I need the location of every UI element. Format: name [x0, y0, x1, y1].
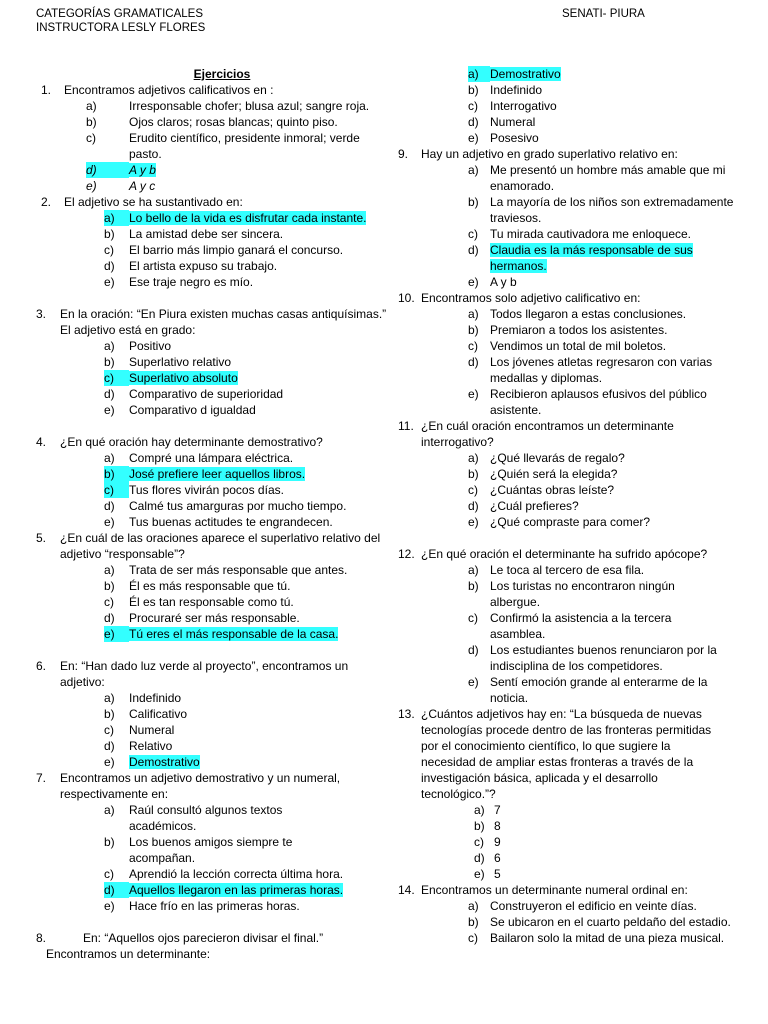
question-text: Encontramos adjetivos calificativos en : [64, 83, 274, 97]
option-a-answer: a) Lo bello de la vida es disfrutar cada instante. [104, 211, 367, 225]
option-e: e) Tus buenas actitudes te engrandecen. [104, 515, 333, 529]
question-number: 13. [398, 707, 415, 721]
left-column [36, 66, 388, 962]
option-b: b) La mayoría de los niños son extremadamente traviesos. [468, 195, 734, 225]
question-text: ¿En cuál de las oraciones aparece el superlativo relativo del adjetivo “responsable”? [60, 531, 381, 561]
option-b-answer: b) José prefiere leer aquellos libros. [104, 467, 306, 481]
question-6 [36, 658, 388, 770]
option-e: e) 5 [474, 867, 501, 881]
question-number: 11. [398, 419, 414, 433]
option-c: c) Él es tan responsable como tú. [104, 595, 294, 609]
header-subject: CATEGORÍAS GRAMATICALES [36, 8, 203, 20]
option-a: a) Indefinido [104, 691, 182, 705]
option-a: a) 7 [474, 803, 501, 817]
question-9 [398, 146, 736, 290]
option-d-answer: d) A y b [86, 163, 156, 177]
question-number: 10. [398, 291, 415, 305]
option-c: c) Tus flores vivirán pocos días. [104, 483, 284, 497]
option-c: c) Tu mirada cautivadora me enloquece. [468, 227, 691, 241]
option-d: d) Los jóvenes atletas regresaron con varias medallas y diplomas. [468, 355, 713, 385]
option-c: c) Bailaron solo la mitad de una pieza musical. [468, 931, 725, 945]
question-text-continued: Encontramos un determinante: [46, 947, 211, 961]
option-a: a) Positivo [104, 339, 172, 353]
question-text: En: “Aquellos ojos parecieron divisar el final.” [83, 931, 324, 945]
question-7 [36, 770, 388, 914]
question-text: ¿En qué oración el determinante ha sufrido apócope? [421, 547, 708, 561]
option-b: b) Indefinido [468, 83, 543, 97]
option-e-answer: e) Demostrativo [104, 755, 200, 769]
question-number: 4. [36, 435, 47, 449]
option-a: a) Todos llegaron a estas conclusiones. [468, 307, 687, 321]
question-5 [36, 530, 388, 642]
question-number: 8. [36, 931, 47, 945]
option-c: c) Numeral [104, 723, 175, 737]
question-text: Hay un adjetivo en grado superlativo relativo en: [421, 147, 678, 161]
option-a: a) Irresponsable chofer; blusa azul; sangre roja. [86, 99, 370, 113]
option-e: e) Comparativo d igualdad [104, 403, 256, 417]
option-b: b) Los buenos amigos siempre te acompañan. [104, 835, 293, 865]
question-number: 1. [41, 83, 52, 97]
option-c: c) ¿Cuántas obras leíste? [468, 483, 615, 497]
option-a: a) Me presentó un hombre más amable que mi enamorado. [468, 163, 726, 193]
question-number: 7. [36, 771, 47, 785]
question-12 [398, 546, 736, 706]
question-8-stem [36, 930, 388, 962]
header-instructor: INSTRUCTORA LESLY FLORES [36, 22, 206, 34]
option-b: b) La amistad debe ser sincera. [104, 227, 284, 241]
option-b: b) Premiaron a todos los asistentes. [468, 323, 668, 337]
question-text: ¿En qué oración hay determinante demostrativo? [60, 435, 323, 449]
option-a: a) Construyeron el edificio en veinte días. [468, 899, 697, 913]
question-13 [398, 706, 736, 882]
option-d: d) Relativo [104, 739, 173, 753]
option-d: d) Calmé tus amarguras por mucho tiempo. [104, 499, 347, 513]
header-institution: SENATI- PIURA [562, 8, 645, 20]
option-e: e) ¿Qué compraste para comer? [468, 515, 651, 529]
option-d-answer: d) Aquellos llegaron en las primeras horas. [104, 883, 344, 897]
question-4 [36, 434, 388, 530]
question-text: En: “Han dado luz verde al proyecto”, encontramos un adjetivo: [60, 659, 349, 689]
option-b: b) ¿Quién será la elegida? [468, 467, 618, 481]
option-d: d) 6 [474, 851, 501, 865]
option-a: a) Le toca al tercero de esa fila. [468, 563, 645, 577]
option-e: e) Hace frío en las primeras horas. [104, 899, 300, 913]
option-c: c) Vendimos un total de mil boletos. [468, 339, 667, 353]
option-a: a) ¿Qué llevarás de regalo? [468, 451, 625, 465]
option-c: c) 9 [474, 835, 501, 849]
option-b: b) Los turistas no encontraron ningún albergue. [468, 579, 675, 609]
option-c: c) Aprendió la lección correcta última hora. [104, 867, 344, 881]
question-text: ¿Cuántos adjetivos hay en: “La búsqueda de nuevas tecnologías procede dentro de las fronteras permitidas por el conocimiento científico, lo que sugiere la necesidad de ampliar estas fronteras a través de la investigación básica, aplicada y el desarrollo tecnológico.”? [421, 707, 712, 801]
right-column [398, 66, 736, 946]
option-b: b) Ojos claros; rosas blancas; quinto piso. [86, 115, 338, 129]
question-11 [398, 418, 736, 530]
option-d: d) ¿Cuál prefieres? [468, 499, 579, 513]
page-title: Ejercicios [193, 67, 251, 81]
option-b: b) Él es más responsable que tú. [104, 579, 291, 593]
question-number: 9. [398, 147, 409, 161]
option-d: d) Procuraré ser más responsable. [104, 611, 300, 625]
question-number: 2. [41, 195, 52, 209]
option-b: b) Superlativo relativo [104, 355, 232, 369]
option-a: a) Trata de ser más responsable que antes. [104, 563, 348, 577]
question-number: 5. [36, 531, 47, 545]
question-text: El adjetivo se ha sustantivado en: [64, 195, 243, 209]
option-e: e) A y b [468, 275, 517, 289]
option-d: d) Los estudiantes buenos renunciaron por la indisciplina de los competidores. [468, 643, 717, 673]
question-text: Encontramos solo adjetivo calificativo en: [421, 291, 641, 305]
question-14 [398, 882, 736, 946]
option-e: e) Posesivo [468, 131, 539, 145]
option-e-answer: e) Tú eres el más responsable de la casa. [104, 627, 339, 641]
option-a: a) Raúl consultó algunos textos académicos. [104, 803, 283, 833]
option-b: b) Se ubicaron en el cuarto peldaño del estadio. [468, 915, 731, 929]
question-10 [398, 290, 736, 418]
option-e: e) A y c [86, 179, 156, 193]
option-d: d) Numeral [468, 115, 536, 129]
question-number: 3. [36, 307, 47, 321]
option-e: e) Recibieron aplausos efusivos del público asistente. [468, 387, 707, 417]
option-c: c) El barrio más limpio ganará el concurso. [104, 243, 344, 257]
question-text: ¿En cuál oración encontramos un determinante interrogativo? [421, 419, 674, 449]
option-b: b) 8 [474, 819, 501, 833]
question-number: 14. [398, 883, 415, 897]
option-d: d) El artista expuso su trabajo. [104, 259, 278, 273]
question-2 [36, 194, 388, 290]
question-text: Encontramos un determinante numeral ordinal en: [421, 883, 688, 897]
option-b: b) Calificativo [104, 707, 188, 721]
option-c: c) Confirmó la asistencia a la tercera asamblea. [468, 611, 672, 641]
question-number: 6. [36, 659, 47, 673]
option-d-answer: d) Claudia es la más responsable de sus hermanos. [468, 243, 693, 273]
option-c: c) Interrogativo [468, 99, 557, 113]
option-c-answer: c) Superlativo absoluto [104, 371, 238, 385]
question-8-options [398, 66, 736, 146]
question-text: Encontramos un adjetivo demostrativo y un numeral, respectivamente en: [60, 771, 341, 801]
document-header-left [36, 7, 205, 35]
option-c: c) Erudito científico, presidente inmoral; verde pasto. [86, 131, 360, 161]
option-a-answer: a) Demostrativo [468, 67, 561, 81]
question-text: En la oración: “En Piura existen muchas casas antiquísimas.” El adjetivo está en grado: [60, 307, 387, 337]
question-3 [36, 306, 388, 418]
option-a: a) Compré una lámpara eléctrica. [104, 451, 294, 465]
option-e: e) Ese traje negro es mío. [104, 275, 254, 289]
question-number: 12. [398, 547, 415, 561]
option-e: e) Sentí emoción grande al enterarme de la noticia. [468, 675, 708, 705]
option-d: d) Comparativo de superioridad [104, 387, 284, 401]
question-1 [36, 82, 388, 194]
